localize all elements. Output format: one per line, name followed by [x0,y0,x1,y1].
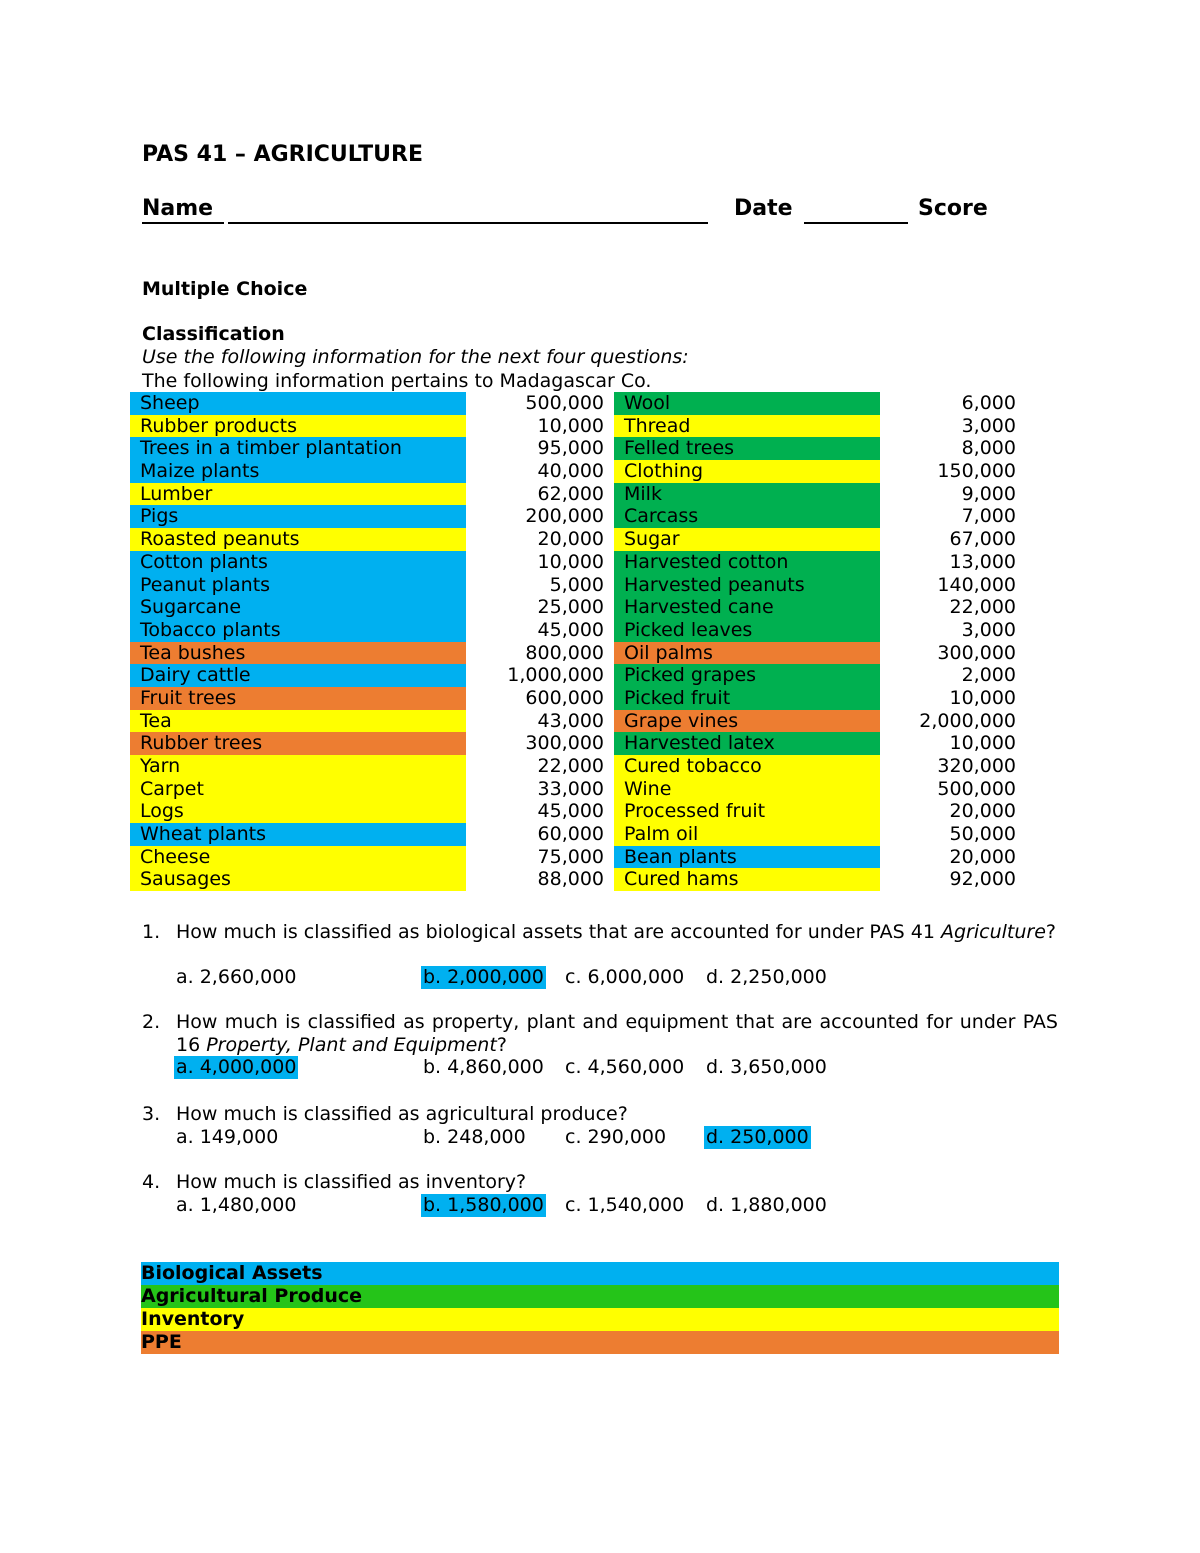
item-name-left: Carpet [130,778,466,801]
item-value-left: 45,000 [537,618,604,641]
item-name-right: Milk [614,483,880,506]
question-text-main: How much is classified as biological assets that are accounted for under PAS 41 [176,921,941,943]
item-value-left: 1,000,000 [507,664,604,687]
item-value-right: 2,000 [961,664,1016,687]
item-name-left: Pigs [130,505,466,528]
table-row [130,392,1030,415]
answer-options [176,1194,1058,1218]
item-name-right: Picked grapes [614,664,880,687]
table-row [130,710,1030,733]
question-text [176,1011,1058,1057]
item-name-right: Picked leaves [614,619,880,642]
item-name-right: Harvested cotton [614,551,880,574]
section-heading: Multiple Choice [142,278,308,300]
header-fields [142,196,1002,226]
item-name-left: Rubber products [130,415,466,438]
item-value-left: 45,000 [537,800,604,823]
item-value-right: 20,000 [949,845,1016,868]
table-row [130,687,1030,710]
pertains-text: The following information pertains to Madagascar Co. [142,370,652,392]
item-value-left: 22,000 [537,755,604,777]
item-value-left: 10,000 [537,550,604,573]
item-value-right: 500,000 [937,777,1016,800]
item-name-right: Felled trees [614,437,880,460]
table-row [130,755,1030,778]
item-name-right: Picked fruit [614,687,880,710]
table-row [130,505,1030,528]
item-name-left: Dairy cattle [130,664,466,687]
table-row [130,437,1030,460]
question-number: 4. [142,1171,161,1193]
option-c[interactable]: c. 290,000 [565,1126,667,1148]
instruction-text: Use the following information for the next four questions: [142,346,689,368]
item-value-right: 3,000 [961,618,1016,641]
item-value-right: 8,000 [961,437,1016,460]
table-row [130,574,1030,597]
item-name-right: Carcass [614,505,880,528]
question-text-italic: Agriculture [940,921,1046,943]
table-row [130,800,1030,823]
question-text-end: ? [496,1034,507,1056]
table-row [130,846,1030,869]
date-blank[interactable] [804,222,908,224]
answer-options [176,1056,1058,1080]
answer-options [176,966,1058,990]
item-value-left: 600,000 [525,686,604,709]
option-c[interactable]: c. 1,540,000 [565,1194,685,1216]
option-b[interactable]: b. 4,860,000 [423,1056,544,1078]
item-name-right: Wine [614,778,880,801]
item-value-left: 43,000 [537,709,604,732]
question-text-main: How much is classified as property, plant and equipment that are accounted for under PAS 16 [176,1011,1058,1056]
table-row [130,619,1030,642]
item-value-right: 320,000 [937,755,1016,777]
item-value-left: 25,000 [537,596,604,619]
subsection-heading: Classification [142,323,285,345]
item-value-left: 40,000 [537,460,604,483]
option-d[interactable]: d. 3,650,000 [706,1056,827,1078]
option-b[interactable]: b. 248,000 [423,1126,526,1148]
item-name-right: Harvested peanuts [614,574,880,597]
item-value-left: 75,000 [537,845,604,868]
option-d[interactable]: d. 2,250,000 [706,966,827,988]
option-a[interactable]: a. 2,660,000 [176,966,297,988]
item-value-right: 3,000 [961,414,1016,437]
date-label: Date [734,196,793,221]
item-name-right: Wool [614,392,880,415]
question-text [176,1171,1058,1194]
item-name-left: Tea bushes [130,642,466,665]
item-value-left: 95,000 [537,437,604,460]
item-value-left: 200,000 [525,505,604,528]
table-row [130,732,1030,755]
item-value-right: 22,000 [949,596,1016,619]
item-value-right: 67,000 [949,528,1016,551]
item-name-left: Lumber [130,483,466,506]
table-row [130,528,1030,551]
legend-biological: Biological Assets [141,1262,1059,1285]
item-name-left: Tobacco plants [130,619,466,642]
answer-options [176,1126,1058,1150]
table-row [130,460,1030,483]
option-a[interactable]: a. 4,000,000 [176,1056,297,1078]
option-b[interactable]: b. 1,580,000 [423,1194,544,1216]
question-number: 3. [142,1103,161,1125]
item-name-right: Grape vines [614,710,880,733]
score-label: Score [918,196,988,221]
question-number: 2. [142,1011,161,1033]
question-text-main: How much is classified as agricultural produce? [176,1103,628,1125]
item-value-right: 20,000 [949,800,1016,823]
item-value-left: 62,000 [537,482,604,505]
item-name-right: Harvested cane [614,596,880,619]
table-row [130,778,1030,801]
option-d[interactable]: d. 1,880,000 [706,1194,827,1216]
question-text-end: ? [1045,921,1056,943]
item-name-right: Oil palms [614,642,880,665]
item-value-left: 300,000 [525,732,604,755]
item-name-left: Yarn [130,755,466,778]
item-value-right: 140,000 [937,573,1016,596]
item-name-right: Cured hams [614,868,880,891]
question-number: 1. [142,921,161,943]
question-text [176,921,1058,944]
item-value-right: 7,000 [961,505,1016,528]
item-name-right: Harvested latex [614,732,880,755]
item-value-left: 5,000 [549,573,604,596]
items-table [130,392,1030,891]
item-name-left: Sugarcane [130,596,466,619]
table-row [130,664,1030,687]
table-row [130,642,1030,665]
item-value-right: 50,000 [949,823,1016,846]
table-row [130,483,1030,506]
page-title: PAS 41 – AGRICULTURE [142,142,424,167]
item-name-right: Bean plants [614,846,880,869]
item-name-left: Sausages [130,868,466,891]
name-blank[interactable] [228,222,708,224]
option-a[interactable]: a. 1,480,000 [176,1194,297,1216]
name-label: Name [142,196,214,221]
question-text-main: How much is classified as inventory? [176,1171,527,1193]
option-d[interactable]: d. 250,000 [706,1126,809,1148]
item-name-right: Sugar [614,528,880,551]
score-blank[interactable] [142,222,224,224]
item-value-right: 92,000 [949,868,1016,891]
table-row [130,868,1030,891]
question-text [176,1103,1058,1126]
item-value-right: 9,000 [961,482,1016,505]
table-row [130,551,1030,574]
item-value-left: 60,000 [537,823,604,846]
item-value-right: 150,000 [937,460,1016,483]
item-value-left: 800,000 [525,641,604,664]
table-row [130,415,1030,438]
option-b[interactable]: b. 2,000,000 [423,966,544,988]
item-value-right: 300,000 [937,641,1016,664]
item-name-left: Peanut plants [130,574,466,597]
item-name-left: Trees in a timber plantation [130,437,466,460]
option-c[interactable]: c. 6,000,000 [565,966,685,988]
option-a[interactable]: a. 149,000 [176,1126,279,1148]
item-name-right: Cured tobacco [614,755,880,778]
legend-ppe: PPE [141,1331,1059,1354]
item-value-left: 10,000 [537,414,604,437]
item-value-right: 6,000 [961,392,1016,414]
item-name-left: Sheep [130,392,466,415]
legend-legend_produce: Agricultural Produce [141,1285,1059,1308]
table-row [130,596,1030,619]
item-name-left: Logs [130,800,466,823]
item-value-right: 10,000 [949,686,1016,709]
item-name-right: Palm oil [614,823,880,846]
question-text-italic: Property, Plant and Equipment [206,1034,497,1056]
legend-inventory: Inventory [141,1308,1059,1331]
item-value-right: 10,000 [949,732,1016,755]
item-value-left: 88,000 [537,868,604,891]
item-name-left: Cheese [130,846,466,869]
table-row [130,823,1030,846]
item-value-right: 13,000 [949,550,1016,573]
item-value-left: 20,000 [537,528,604,551]
item-name-left: Cotton plants [130,551,466,574]
item-name-right: Thread [614,415,880,438]
item-name-left: Wheat plants [130,823,466,846]
item-name-right: Clothing [614,460,880,483]
item-value-right: 2,000,000 [919,709,1016,732]
color-legend [141,1262,1059,1354]
item-name-left: Maize plants [130,460,466,483]
item-name-left: Rubber trees [130,732,466,755]
item-name-left: Fruit trees [130,687,466,710]
item-value-left: 33,000 [537,777,604,800]
item-value-left: 500,000 [525,392,604,414]
item-name-left: Roasted peanuts [130,528,466,551]
option-c[interactable]: c. 4,560,000 [565,1056,685,1078]
item-name-left: Tea [130,710,466,733]
item-name-right: Processed fruit [614,800,880,823]
